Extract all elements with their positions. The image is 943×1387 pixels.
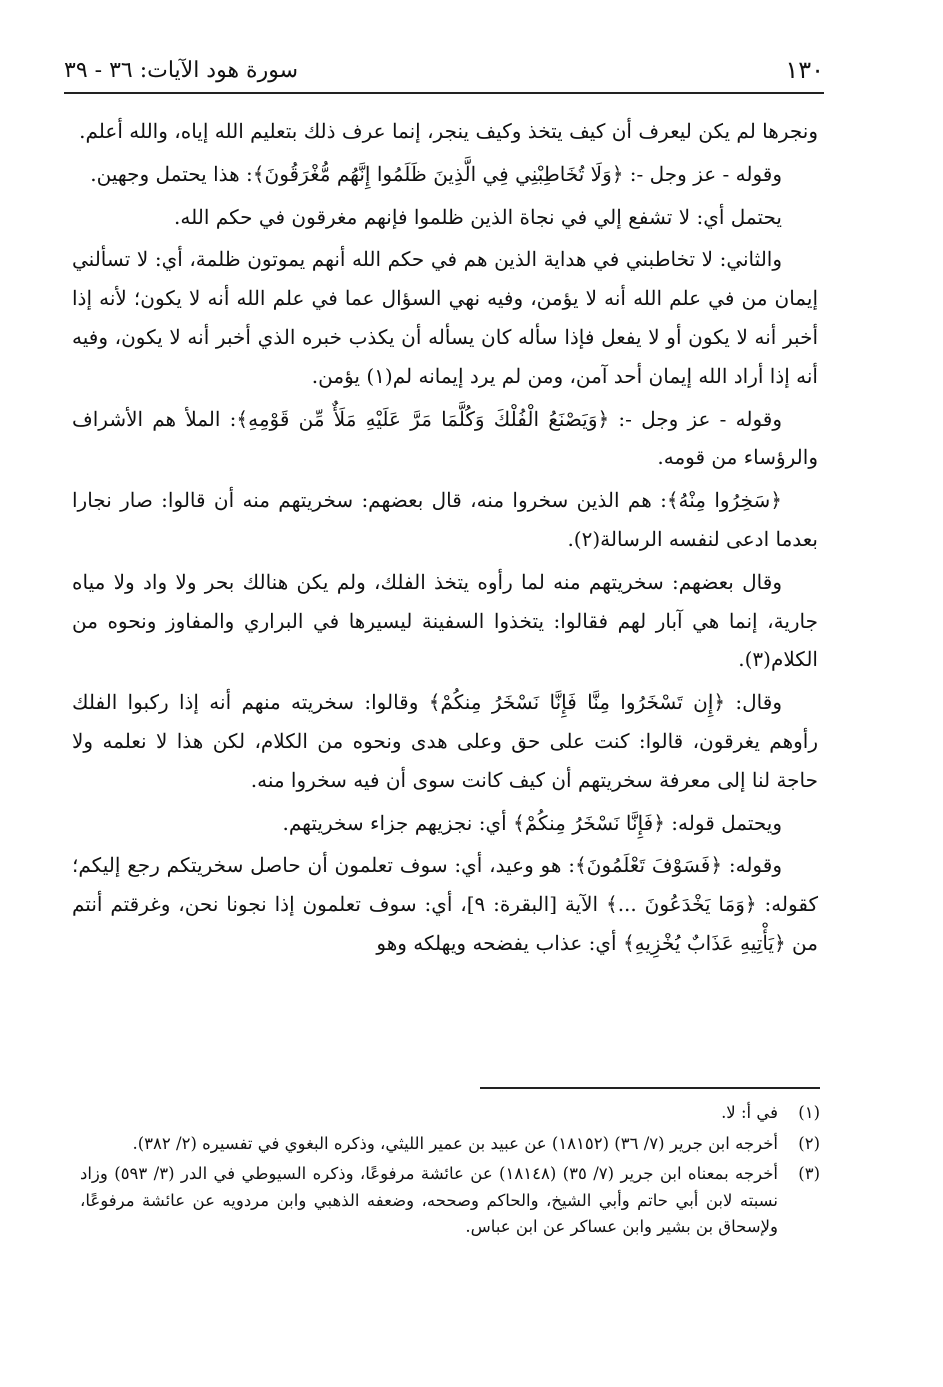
paragraph: وقوله - عز وجل -: ﴿وَيَصْنَعُ الْفُلْكَ وَكُلَّمَا مَرَّ عَلَيْهِ مَلَأٌ مِّن قَوْمِهِ﴾: الملأ هم الأشراف والرؤساء من قومه. bbox=[72, 406, 818, 470]
footnote bbox=[80, 1100, 820, 1127]
page-header bbox=[64, 50, 824, 94]
paragraph: يحتمل أي: لا تشفع إلي في نجاة الذين ظلموا فإنهم مغرقون في حكم الله. bbox=[174, 204, 782, 229]
paragraph: والثاني: لا تخاطبني في هداية الذين هم في حكم الله أنهم يموتون ظلمة، أي: لا تسألني إيمان من في علم الله أنه لا يؤمن، وفيه نهي السؤال عما في علم الله أنه لا يكون؛ لأنه إذا أخبر أنه لا يكون أو لا يفعل فإذا سأله كان يسأله أن يكذب خبره الذي أخبر أنه لا يكون، وفيه أنه إذا أراد الله إيمان أحد آمن، ومن لم يرد إيمانه لم(١) يؤمن. bbox=[72, 247, 818, 388]
page-number: ١٣٠ bbox=[785, 56, 824, 84]
paragraph: ﴿سَخِرُوا مِنْهُ﴾: هم الذين سخروا منه، قال بعضهم: سخريتهم منه أن قالوا: صار نجارا بعدما ادعى لنفسه الرسالة(٢). bbox=[72, 488, 818, 551]
footnote bbox=[80, 1161, 820, 1241]
paragraph: ويحتمل قوله: ﴿فَإِنَّا نَسْخَرُ مِنكُمْ﴾ أي: نجزيهم جزاء سخريتهم. bbox=[282, 810, 782, 835]
footnote bbox=[80, 1131, 820, 1158]
footnote-number: (٢) bbox=[798, 1133, 820, 1153]
paragraph: وقوله: ﴿فَسَوْفَ تَعْلَمُونَ﴾: هو وعيد، أي: سوف تعلمون أن حاصل سخريتكم رجع إليكم؛ كقوله: ﴿وَمَا يَخْدَعُونَ ...﴾ الآية [البقرة: ٩]، أي: سوف تعلمون إذا نجونا نحن، وغرقتم أنتم من ﴿يَأْتِيهِ عَذَابٌ يُخْزِيهِ﴾ أي: عذاب يفضحه ويهلكه وهو bbox=[72, 853, 818, 955]
paragraph: ونجرها لم يكن ليعرف أن كيف يتخذ وكيف ينجر، إنما عرف ذلك بتعليم الله إياه، والله أعلم. bbox=[79, 119, 818, 143]
footnote-text: في أ: لا. bbox=[721, 1103, 778, 1122]
footnote-number: (٣) bbox=[798, 1164, 820, 1183]
footnote-text: أخرجه بمعناه ابن جرير (٧/ ٣٥) (١٨١٤٨) عن عائشة مرفوعًا، وذكره السيوطي في الدر (٣/ ٥٩٣) وزاد نسبته لابن أبي حاتم وأبي الشيخ، والحاكم وصححه، وضعفه الذهبي وابن مردويه عن عائشة مرفوعًا، ولإسحاق بن بشير وابن عساكر عن ابن عباس. bbox=[80, 1164, 778, 1236]
footnote-text: أخرجه ابن جرير (٧/ ٣٦) (١٨١٥٢) عن عبيد بن عمير الليثي، وذكره البغوي في تفسيره (٢/ ٣٨٢). bbox=[132, 1133, 778, 1153]
paragraph: وقال بعضهم: سخريتهم منه لما رأوه يتخذ الفلك، ولم يكن هنالك بحر ولا واد ولا مياه جارية، إنما هي آبار لهم فقالوا: يتخذوا السفينة ليسيرها في البراري والمفاوز ونحوه من الكلام(٣). bbox=[72, 569, 818, 672]
main-text bbox=[72, 112, 818, 967]
footnote-divider bbox=[480, 1087, 820, 1089]
running-title: سورة هود الآيات: ٣٦ - ٣٩ bbox=[64, 58, 299, 83]
footnote-number: (١) bbox=[798, 1103, 820, 1122]
paragraph: وقوله - عز وجل -: ﴿وَلَا تُخَاطِبْنِي فِي الَّذِينَ ظَلَمُوا إِنَّهُم مُّغْرَقُونَ﴾: هذا يحتمل وجهين. bbox=[90, 161, 782, 186]
footnotes bbox=[80, 1100, 820, 1245]
paragraph: وقال: ﴿إِن تَسْخَرُوا مِنَّا فَإِنَّا نَسْخَرُ مِنكُمْ﴾ وقالوا: سخريته منهم أنه إذا ركبوا الفلك رأوهم يغرقون، قالوا: كنت على حق وعلى هدى ونحوه من الكلام، لكن هذا لا نعلمه ولا حاجة لنا إلى معرفة سخريتهم أن كيف كانت سوى أن فيه سخروا منه. bbox=[72, 690, 818, 792]
